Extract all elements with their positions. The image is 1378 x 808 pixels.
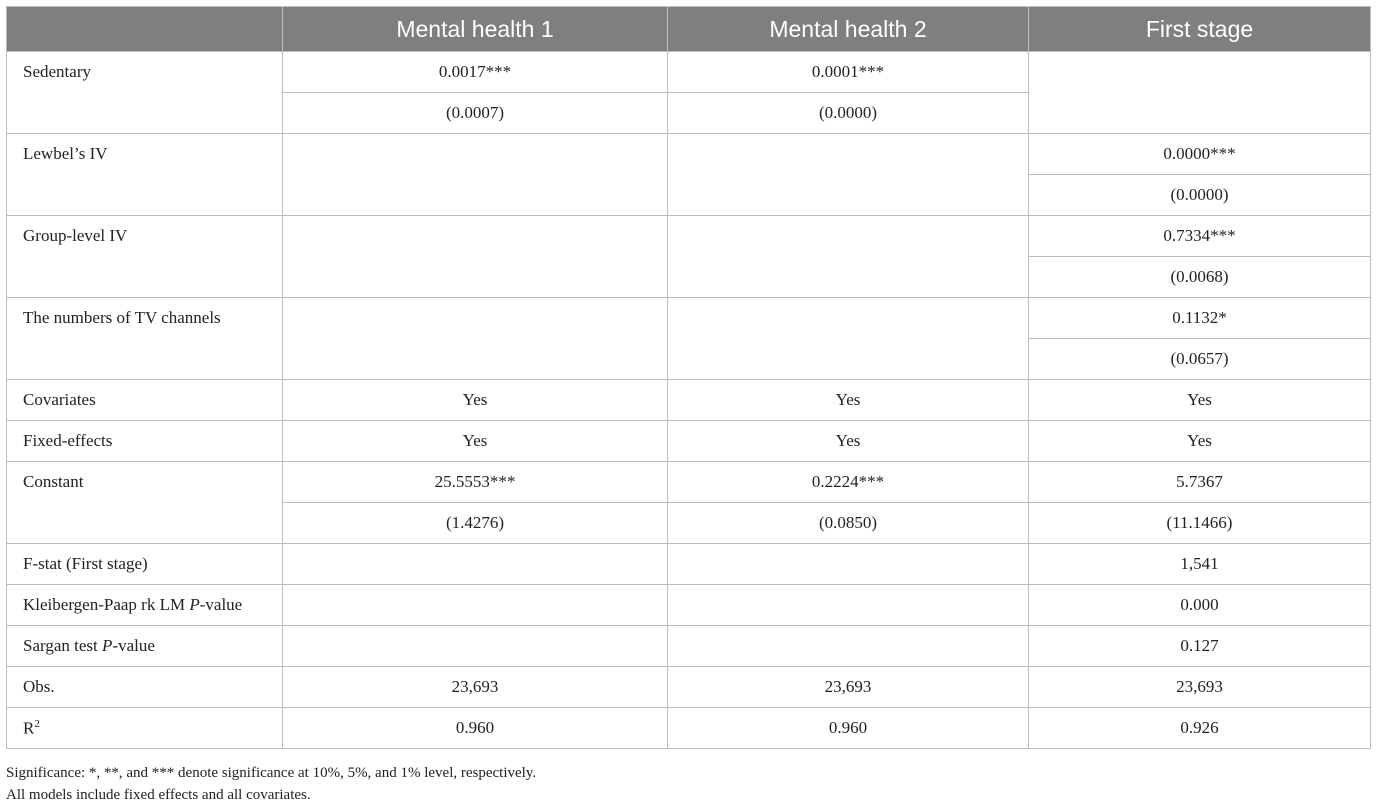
cell-lewbel-fs: 0.0000*** [1029, 134, 1371, 175]
header-blank [7, 7, 283, 52]
table-row [7, 667, 1371, 708]
row-label-covariates: Covariates [7, 380, 283, 421]
cell-covariates-mh2: Yes [668, 380, 1029, 421]
table-row [7, 462, 1371, 503]
cell-constant-fs: 5.7367 [1029, 462, 1371, 503]
cell-sedentary-mh1-se: (0.0007) [283, 93, 668, 134]
r2-label-sup: 2 [34, 717, 40, 730]
cell-sedentary-fs [1029, 52, 1371, 134]
cell-group-mh2 [668, 216, 1029, 298]
cell-sargan-mh1 [283, 626, 668, 667]
cell-sargan-fs: 0.127 [1029, 626, 1371, 667]
cell-r2-fs: 0.926 [1029, 708, 1371, 749]
cell-lewbel-mh1 [283, 134, 668, 216]
cell-fstat-fs: 1,541 [1029, 544, 1371, 585]
cell-group-fs: 0.7334*** [1029, 216, 1371, 257]
cell-lewbel-fs-se: (0.0000) [1029, 175, 1371, 216]
cell-covariates-fs: Yes [1029, 380, 1371, 421]
table-row [7, 134, 1371, 175]
regression-table-container [6, 6, 1370, 749]
table-row [7, 421, 1371, 462]
cell-kp-fs: 0.000 [1029, 585, 1371, 626]
cell-sedentary-mh2: 0.0001*** [668, 52, 1029, 93]
cell-fstat-mh2 [668, 544, 1029, 585]
cell-kp-mh1 [283, 585, 668, 626]
row-label-group-level-iv: Group-level IV [7, 216, 283, 298]
regression-table [6, 6, 1371, 749]
row-label-lewbel-iv: Lewbel’s IV [7, 134, 283, 216]
cell-tv-fs-se: (0.0657) [1029, 339, 1371, 380]
cell-group-mh1 [283, 216, 668, 298]
cell-tv-fs: 0.1132* [1029, 298, 1371, 339]
cell-r2-mh2: 0.960 [668, 708, 1029, 749]
row-label-fstat: F-stat (First stage) [7, 544, 283, 585]
cell-group-fs-se: (0.0068) [1029, 257, 1371, 298]
cell-obs-mh1: 23,693 [283, 667, 668, 708]
header-row [7, 7, 1371, 52]
table-row [7, 585, 1371, 626]
cell-r2-mh1: 0.960 [283, 708, 668, 749]
cell-covariates-mh1: Yes [283, 380, 668, 421]
sargan-label-pre: Sargan test [23, 636, 103, 655]
table-row [7, 216, 1371, 257]
row-label-sargan [7, 626, 283, 667]
header-mental-health-2: Mental health 2 [668, 7, 1029, 52]
table-row [7, 52, 1371, 93]
table-row [7, 626, 1371, 667]
kp-label-post: -value [199, 595, 243, 614]
row-label-r-squared [7, 708, 283, 749]
table-notes [6, 762, 536, 806]
cell-fixed-mh2: Yes [668, 421, 1029, 462]
table-row [7, 544, 1371, 585]
cell-lewbel-mh2 [668, 134, 1029, 216]
kp-label-italic: P [189, 595, 200, 614]
note-significance: Significance: *, **, and *** denote significance at 10%, 5%, and 1% level, respectively. [6, 765, 537, 781]
r2-label-base: R [23, 718, 35, 738]
cell-sedentary-mh2-se: (0.0000) [668, 93, 1029, 134]
cell-tv-mh1 [283, 298, 668, 380]
cell-sedentary-mh1: 0.0017*** [283, 52, 668, 93]
row-label-kleibergen-paap [7, 585, 283, 626]
cell-constant-mh2: 0.2224*** [668, 462, 1029, 503]
cell-constant-mh2-se: (0.0850) [668, 503, 1029, 544]
row-label-fixed-effects: Fixed-effects [7, 421, 283, 462]
cell-fixed-mh1: Yes [283, 421, 668, 462]
cell-sargan-mh2 [668, 626, 1029, 667]
note-models: All models include fixed effects and all covariates. [6, 787, 311, 803]
row-label-sedentary: Sedentary [7, 52, 283, 134]
header-mental-health-1: Mental health 1 [283, 7, 668, 52]
cell-constant-fs-se: (11.1466) [1029, 503, 1371, 544]
cell-constant-mh1-se: (1.4276) [283, 503, 668, 544]
kp-label-pre: Kleibergen-Paap rk LM [23, 595, 190, 614]
table-row [7, 708, 1371, 749]
row-label-obs: Obs. [7, 667, 283, 708]
cell-constant-mh1: 25.5553*** [283, 462, 668, 503]
cell-kp-mh2 [668, 585, 1029, 626]
sargan-label-post: -value [112, 636, 155, 655]
sargan-label-italic: P [102, 636, 113, 655]
row-label-constant: Constant [7, 462, 283, 544]
cell-fstat-mh1 [283, 544, 668, 585]
header-first-stage: First stage [1029, 7, 1371, 52]
table-row [7, 298, 1371, 339]
cell-obs-mh2: 23,693 [668, 667, 1029, 708]
cell-fixed-fs: Yes [1029, 421, 1371, 462]
cell-obs-fs: 23,693 [1029, 667, 1371, 708]
cell-tv-mh2 [668, 298, 1029, 380]
row-label-tv-channels: The numbers of TV channels [7, 298, 283, 380]
table-row [7, 380, 1371, 421]
